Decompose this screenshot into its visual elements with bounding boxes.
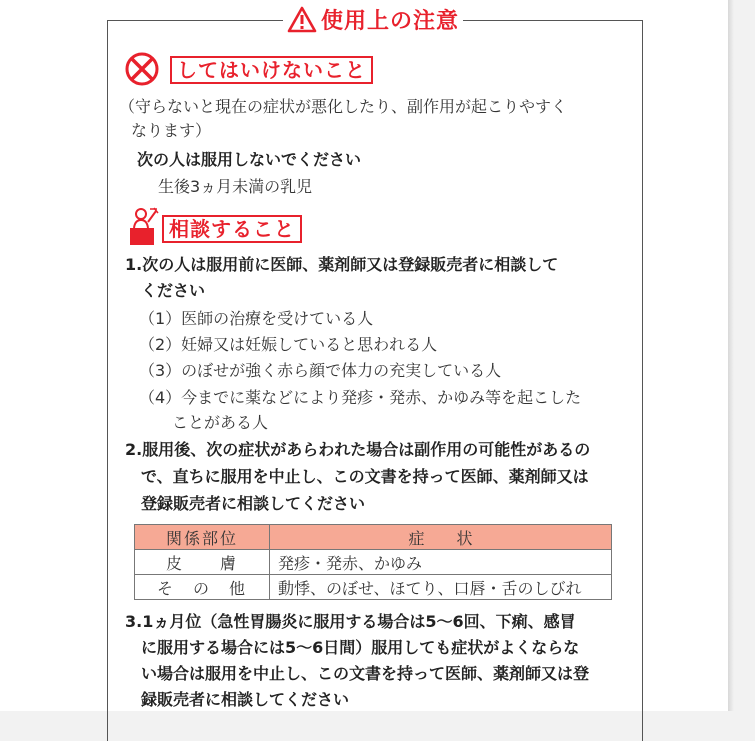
page-edge-shadow [728, 0, 734, 711]
consult-q3-line1: 3.1ヵ月位（急性胃腸炎に服用する場合は5～6回、下痢、感冒 [125, 612, 576, 631]
consult-q2-line2: で、直ちに服用を中止し、この文書を持って医師、薬剤師又は [141, 467, 589, 486]
consult-q3-line4: 録販売者に相談してください [141, 690, 350, 709]
consult-q1-line1: 1.次の人は服用前に医師、薬剤師又は登録販売者に相談して [125, 255, 559, 274]
table-cell: そ の 他 [135, 575, 270, 600]
q1-item: （2）妊婦又は妊娠していると思われる人 [139, 335, 438, 354]
dont-item: 生後3ヵ月未満の乳児 [158, 177, 313, 196]
q1-item4-cont: ことがある人 [172, 413, 269, 432]
q1-item: （1）医師の治療を受けている人 [139, 309, 374, 328]
consult-q3-line2: に服用する場合には5～6日間）服用しても症状がよくならな [141, 638, 580, 657]
title-text: 使用上の注意 [321, 8, 460, 34]
table-cell: 皮 膚 [135, 550, 270, 575]
dont-subheading: 次の人は服用しないでください [137, 150, 362, 169]
dont-heading: してはいけないこと [170, 56, 373, 84]
consult-q2-line1: 2.服用後、次の症状があらわれた場合は副作用の可能性があるの [125, 440, 591, 459]
consulting-person-icon [128, 206, 160, 246]
table-row [135, 550, 612, 575]
table-header-row [135, 525, 612, 550]
q1-item: （4）今までに薬などにより発疹・発赤、かゆみ等を起こした [139, 388, 582, 407]
table-header-cell: 関係部位 [135, 525, 270, 550]
table-row [135, 575, 612, 600]
section-title [283, 4, 463, 34]
table-header-cell: 症 状 [270, 525, 612, 550]
consult-q2-line3: 登録販売者に相談してください [141, 494, 366, 513]
consult-q1-line2: ください [141, 281, 206, 300]
circle-x-icon [124, 51, 160, 87]
consult-heading: 相談すること [162, 215, 302, 243]
consult-q3-line3: い場合は服用を中止し、この文書を持って医師、薬剤師又は登 [141, 664, 590, 683]
q1-item: （3）のぼせが強く赤ら顔で体力の充実している人 [139, 361, 502, 380]
table-cell: 動悸、のぼせ、ほてり、口唇・舌のしびれ [270, 575, 612, 600]
table-cell: 発疹・発赤、かゆみ [270, 550, 612, 575]
warning-triangle-icon [287, 6, 317, 33]
side-effect-table [134, 524, 612, 600]
dont-note-line2: なります） [131, 121, 212, 140]
dont-note-line1: （守らないと現在の症状が悪化したり、副作用が起こりやすく [119, 97, 568, 116]
